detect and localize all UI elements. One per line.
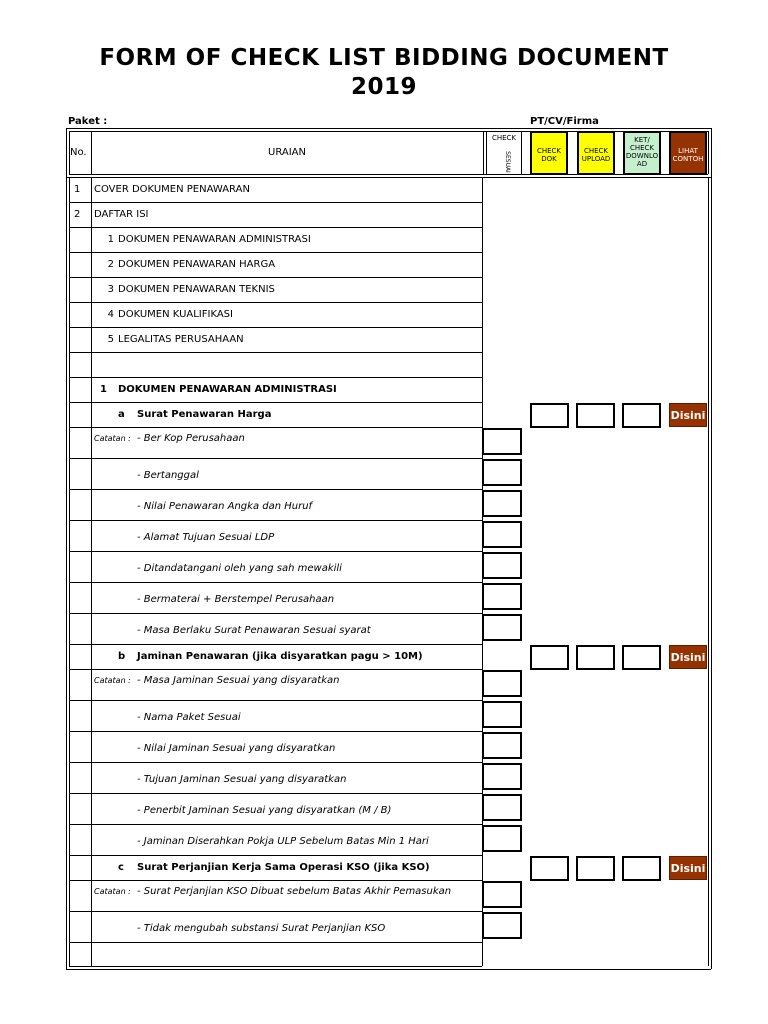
catatan-label: Catatan : bbox=[94, 434, 131, 443]
row-divider bbox=[69, 352, 482, 353]
check-sesuai-box[interactable] bbox=[482, 732, 522, 759]
check-sesuai-box[interactable] bbox=[482, 794, 522, 821]
header-divider-1 bbox=[69, 131, 70, 174]
check-sesuai-box[interactable] bbox=[482, 670, 522, 697]
header-check-upload bbox=[577, 131, 615, 175]
group-letter: b bbox=[118, 651, 126, 662]
checklist-item: - Nilai Jaminan Sesuai yang disyaratkan bbox=[137, 743, 336, 754]
row-divider bbox=[69, 855, 482, 856]
check-upload-box[interactable] bbox=[576, 403, 615, 428]
row-divider bbox=[69, 227, 482, 228]
row-divider bbox=[69, 302, 482, 303]
table-border-right bbox=[711, 177, 712, 969]
disini-link[interactable]: Disini bbox=[669, 856, 707, 880]
row-divider bbox=[69, 202, 482, 203]
checklist-item: - Tujuan Jaminan Sesuai yang disyaratkan bbox=[137, 774, 347, 785]
row-divider bbox=[69, 644, 482, 645]
check-download-box[interactable] bbox=[622, 856, 661, 881]
row-divider bbox=[69, 582, 482, 583]
paket-label: Paket : bbox=[68, 116, 108, 127]
section-number: 1 bbox=[100, 384, 107, 395]
row-number: 4 bbox=[107, 309, 114, 320]
row-divider bbox=[69, 277, 482, 278]
checklist-item: - Masa Berlaku Surat Penawaran Sesuai syarat bbox=[137, 625, 371, 636]
group-letter: c bbox=[118, 862, 124, 873]
table-border-left bbox=[66, 177, 67, 969]
checklist-item: - Masa Jaminan Sesuai yang disyaratkan bbox=[137, 675, 340, 686]
checklist-item: - Bermaterai + Berstempel Perusahaan bbox=[137, 594, 335, 605]
checklist-item: - Ditandatangani oleh yang sah mewakili bbox=[137, 563, 342, 574]
header-check-label: CHECK bbox=[491, 134, 517, 142]
header-divider-3 bbox=[483, 131, 484, 174]
check-sesuai-box[interactable] bbox=[482, 490, 522, 517]
header-divider-5 bbox=[708, 131, 709, 174]
row-number: 2 bbox=[107, 259, 114, 270]
check-sesuai-box[interactable] bbox=[482, 912, 522, 939]
header-border-bottom bbox=[66, 177, 711, 178]
check-download-box[interactable] bbox=[622, 645, 661, 670]
checklist-item: - Nama Paket Sesuai bbox=[137, 712, 241, 723]
header-check-upload-label: CHECK UPLOAD bbox=[581, 147, 611, 163]
row-divider bbox=[69, 700, 482, 701]
title-line-2: 2019 bbox=[350, 74, 417, 100]
check-sesuai-box[interactable] bbox=[482, 459, 522, 486]
group-title: Surat Penawaran Harga bbox=[137, 409, 272, 420]
column-divider-uraian bbox=[482, 177, 483, 966]
header-lihat-contoh bbox=[669, 131, 707, 175]
row-number: 2 bbox=[74, 209, 81, 220]
row-number: 1 bbox=[107, 234, 114, 245]
row-text: DOKUMEN KUALIFIKASI bbox=[118, 309, 233, 320]
row-text: LEGALITAS PERUSAHAAN bbox=[118, 334, 244, 345]
row-divider bbox=[69, 613, 482, 614]
check-sesuai-box[interactable] bbox=[482, 521, 522, 548]
checklist-item: - Surat Perjanjian KSO Dibuat sebelum Batas Akhir Pemasukan bbox=[137, 886, 452, 897]
row-divider bbox=[69, 489, 482, 490]
table-border-top bbox=[66, 128, 711, 129]
row-divider bbox=[69, 427, 482, 428]
header-check-dok-label: CHECK DOK bbox=[536, 147, 562, 163]
check-sesuai-box[interactable] bbox=[482, 701, 522, 728]
checklist-item: - Jaminan Diserahkan Pokja ULP Sebelum Batas Min 1 Hari bbox=[137, 836, 429, 847]
disini-link[interactable]: Disini bbox=[669, 645, 707, 669]
header-no: No. bbox=[70, 147, 87, 158]
row-text: DOKUMEN PENAWARAN TEKNIS bbox=[118, 284, 275, 295]
row-divider bbox=[69, 669, 482, 670]
column-divider-no bbox=[91, 177, 92, 966]
catatan-label: Catatan : bbox=[94, 887, 131, 896]
row-divider bbox=[69, 520, 482, 521]
check-sesuai-box[interactable] bbox=[482, 614, 522, 641]
check-sesuai-box[interactable] bbox=[482, 881, 522, 908]
disini-link[interactable]: Disini bbox=[669, 403, 707, 427]
checklist-item: - Tidak mengubah substansi Surat Perjanjian KSO bbox=[137, 923, 386, 934]
check-dok-box[interactable] bbox=[530, 645, 569, 670]
row-divider bbox=[69, 966, 482, 967]
title-line-1: FORM OF CHECK LIST BIDDING DOCUMENT bbox=[99, 45, 669, 71]
row-divider bbox=[69, 551, 482, 552]
table-border-right-inner bbox=[708, 177, 709, 966]
row-divider bbox=[69, 327, 482, 328]
row-text: COVER DOKUMEN PENAWARAN bbox=[94, 184, 250, 195]
table-border-bottom bbox=[66, 969, 711, 970]
check-upload-box[interactable] bbox=[576, 856, 615, 881]
row-number: 1 bbox=[74, 184, 81, 195]
row-divider bbox=[69, 252, 482, 253]
header-check-sesuai bbox=[486, 131, 522, 175]
row-number: 3 bbox=[107, 284, 114, 295]
header-divider-2 bbox=[91, 131, 92, 174]
row-divider bbox=[69, 880, 482, 881]
check-sesuai-box[interactable] bbox=[482, 763, 522, 790]
row-divider bbox=[69, 377, 482, 378]
header-sesuai-vertical: SESUAI bbox=[503, 151, 511, 173]
catatan-label: Catatan : bbox=[94, 676, 131, 685]
section-title: DOKUMEN PENAWARAN ADMINISTRASI bbox=[118, 384, 337, 395]
row-divider bbox=[69, 402, 482, 403]
row-divider bbox=[69, 731, 482, 732]
check-sesuai-box[interactable] bbox=[482, 825, 522, 852]
header-divider-4 bbox=[711, 128, 712, 177]
row-divider bbox=[69, 762, 482, 763]
header-divider-0 bbox=[66, 128, 67, 177]
header-uraian: URAIAN bbox=[268, 147, 306, 158]
header-ket-check-download bbox=[623, 131, 661, 175]
header-check-dok bbox=[530, 131, 568, 175]
row-divider bbox=[69, 942, 482, 943]
check-sesuai-box[interactable] bbox=[482, 583, 522, 610]
checklist-item: - Bertanggal bbox=[137, 470, 199, 481]
header-lihat-contoh-label: LIHAT CONTOH bbox=[672, 147, 704, 163]
checklist-item: - Nilai Penawaran Angka dan Huruf bbox=[137, 501, 313, 512]
row-divider bbox=[69, 911, 482, 912]
checklist-item: - Alamat Tujuan Sesuai LDP bbox=[137, 532, 275, 543]
check-sesuai-box[interactable] bbox=[482, 428, 522, 455]
row-text: DAFTAR ISI bbox=[94, 209, 149, 220]
table-border-left-inner bbox=[69, 177, 70, 966]
check-dok-box[interactable] bbox=[530, 856, 569, 881]
row-divider bbox=[69, 793, 482, 794]
row-text: DOKUMEN PENAWARAN ADMINISTRASI bbox=[118, 234, 311, 245]
check-upload-box[interactable] bbox=[576, 645, 615, 670]
group-title: Jaminan Penawaran (jika disyaratkan pagu > 10M) bbox=[137, 651, 423, 662]
check-sesuai-box[interactable] bbox=[482, 552, 522, 579]
check-dok-box[interactable] bbox=[530, 403, 569, 428]
checklist-item: - Penerbit Jaminan Sesuai yang disyaratkan (M / B) bbox=[137, 805, 392, 816]
check-download-box[interactable] bbox=[622, 403, 661, 428]
header-ket-check-download-label: KET/ CHECK DOWNLO AD bbox=[625, 136, 659, 168]
row-divider bbox=[69, 458, 482, 459]
group-letter: a bbox=[118, 409, 125, 420]
row-divider bbox=[69, 824, 482, 825]
firma-label: PT/CV/Firma bbox=[530, 116, 599, 127]
row-text: DOKUMEN PENAWARAN HARGA bbox=[118, 259, 276, 270]
row-number: 5 bbox=[107, 334, 114, 345]
group-title: Surat Perjanjian Kerja Sama Operasi KSO (jika KSO) bbox=[137, 862, 430, 873]
checklist-item: - Ber Kop Perusahaan bbox=[137, 433, 245, 444]
